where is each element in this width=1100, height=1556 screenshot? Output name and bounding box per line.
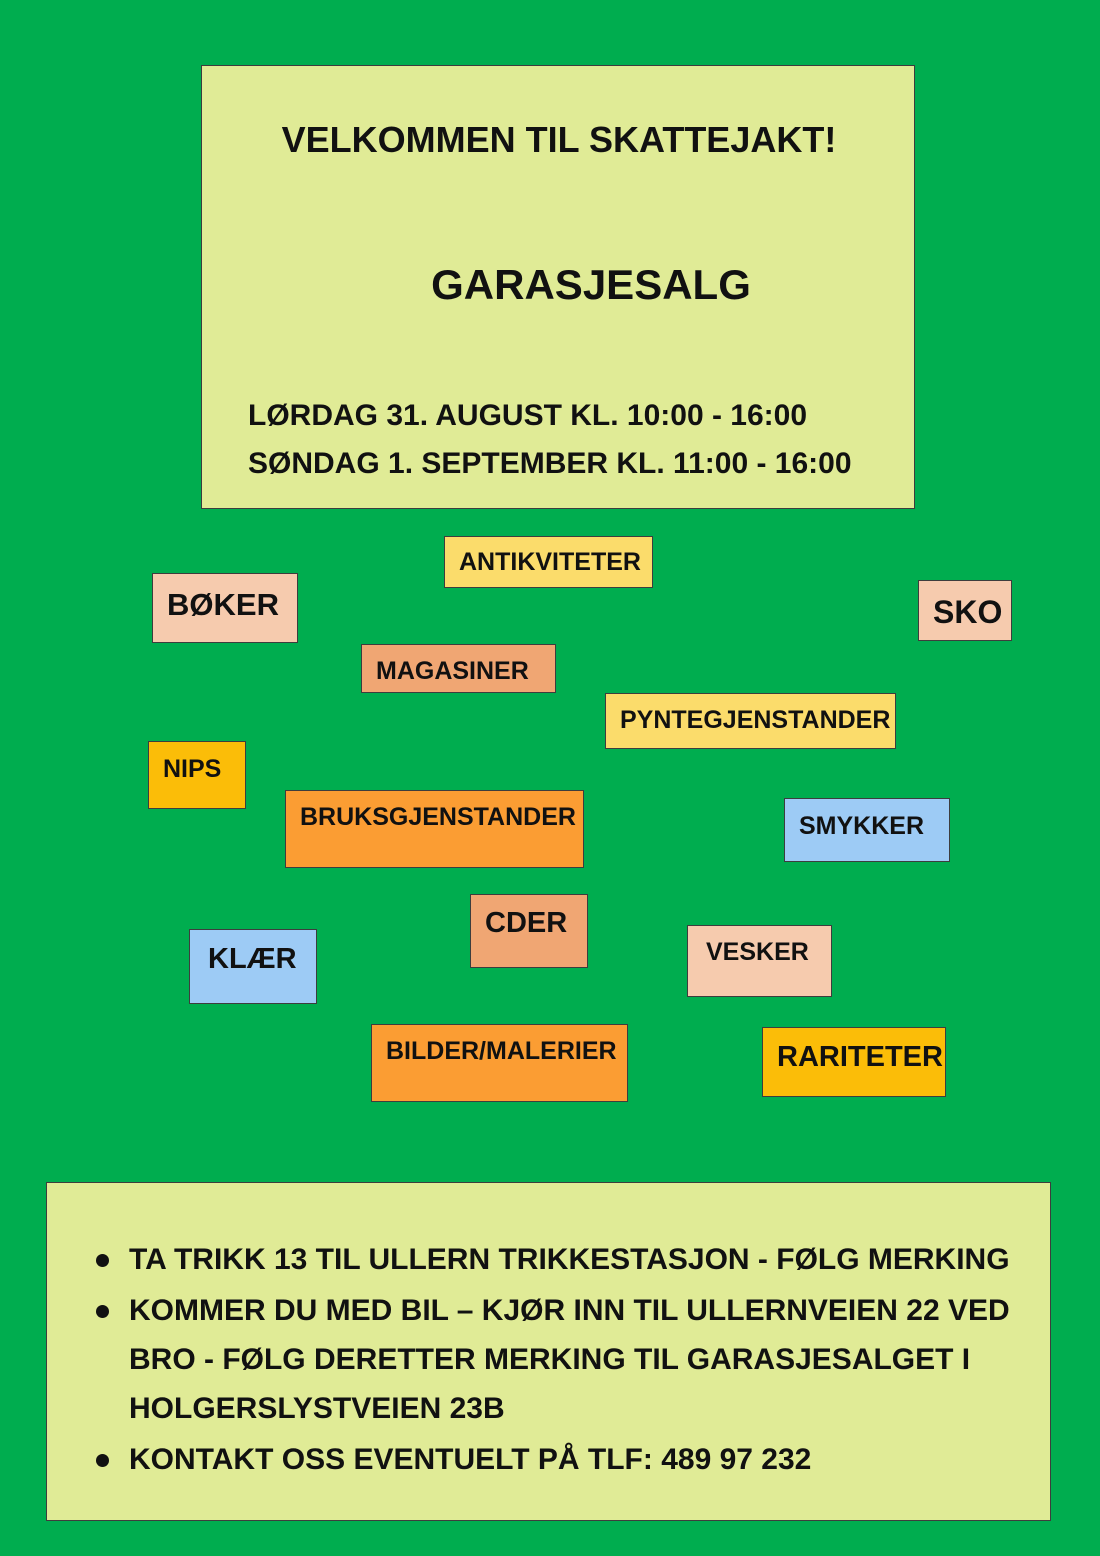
date-sunday: SØNDAG 1. SEPTEMBER KL. 11:00 - 16:00 [248, 447, 852, 480]
category-tag-smykker: SMYKKER [784, 798, 950, 862]
event-title: GARASJESALG [431, 261, 751, 308]
info-text-contact: KONTAKT OSS EVENTUELT PÅ TLF: 489 97 232 [129, 1443, 812, 1476]
category-tag-sko: SKO [918, 580, 1012, 641]
bullet-icon [96, 1454, 109, 1467]
category-tag-rariteter: RARITETER [762, 1027, 946, 1097]
welcome-heading: VELKOMMEN TIL SKATTEJAKT! [281, 119, 837, 160]
category-tag-nips: NIPS [148, 741, 246, 809]
category-tag-pyntegjenstander: PYNTEGJENSTANDER [605, 693, 896, 749]
info-text-car: KOMMER DU MED BIL – KJØR INN TIL ULLERNVEIEN 22 VED BRO - FØLG DERETTER MERKING TIL GARASJESALGET I HOLGERSLYSTVEIEN 23B [129, 1294, 1010, 1425]
info-item-contact [47, 1435, 1050, 1484]
category-tag-antikviteter: ANTIKVITETER [444, 536, 653, 588]
info-item-car [47, 1286, 1050, 1433]
info-item-tram [47, 1235, 1050, 1284]
bullet-icon [96, 1254, 109, 1267]
info-text-tram: TA TRIKK 13 TIL ULLERN TRIKKESTASJON - FØLG MERKING [129, 1243, 1010, 1276]
category-tag-bruksgjenstander: BRUKSGJENSTANDER [285, 790, 584, 868]
info-list [47, 1235, 1050, 1486]
category-tag-vesker: VESKER [687, 925, 832, 997]
category-tag-magasiner: MAGASINER [361, 644, 556, 693]
bullet-icon [96, 1305, 109, 1318]
category-tag-klaer: KLÆR [189, 929, 317, 1004]
category-tag-cder: CDER [470, 894, 588, 968]
category-tag-bilder-malerier: BILDER/MALERIER [371, 1024, 628, 1102]
category-tag-boker: BØKER [152, 573, 298, 643]
date-saturday: LØRDAG 31. AUGUST KL. 10:00 - 16:00 [248, 399, 808, 432]
info-panel [46, 1182, 1051, 1521]
header-panel [201, 65, 915, 509]
